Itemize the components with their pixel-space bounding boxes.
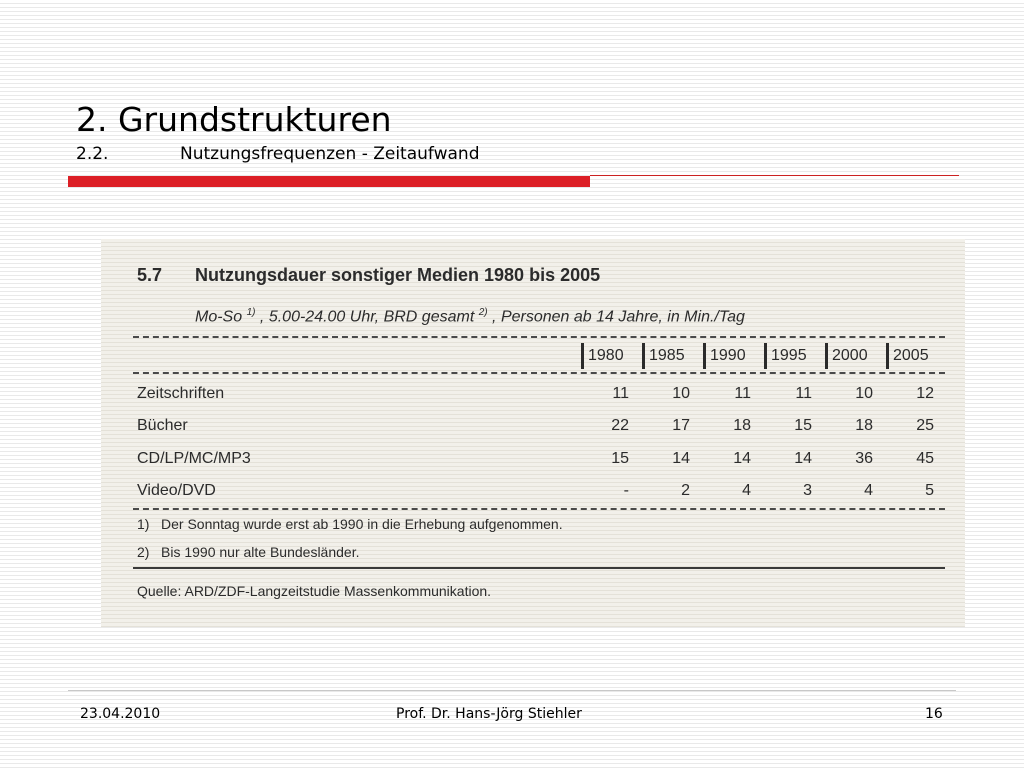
- table-source: Quelle: ARD/ZDF-Langzeitstudie Massenkommunikation.: [137, 583, 492, 599]
- table-cell: 14: [794, 450, 812, 467]
- slide-subtitle: [76, 143, 480, 165]
- row-label-video: Video/DVD: [137, 482, 216, 499]
- table-cell: 17: [672, 417, 690, 434]
- table-cell: -: [623, 482, 629, 499]
- title-divider-line: [590, 175, 959, 176]
- footnote-2: 2) Bis 1990 nur alte Bundesländer.: [137, 544, 360, 560]
- table-cell: 18: [733, 417, 751, 434]
- source-rule: [133, 567, 945, 569]
- table-cell: 11: [734, 385, 751, 402]
- table-cell: 15: [794, 417, 812, 434]
- table-cell: 22: [611, 417, 629, 434]
- table-cell: 25: [916, 417, 934, 434]
- title-accent-bar: [68, 176, 590, 187]
- table-cell: 45: [916, 450, 934, 467]
- table-cell: 12: [916, 385, 934, 402]
- footnote-ref-2: 2): [478, 307, 488, 318]
- table-cell: 5: [925, 482, 934, 499]
- subtitle-text: Nutzungsfrequenzen - Zeitaufwand: [180, 144, 480, 164]
- table-cell: 4: [864, 482, 873, 499]
- header-top-rule: [133, 336, 945, 338]
- scanned-table-image: [101, 239, 965, 627]
- table-subtitle: Mo-So $^{1)}$ , 5.00-24.00 Uhr, BRD gesamt $^{2)}$ , Personen ab 14 Jahre, in Min./Tag: [195, 307, 745, 326]
- table-cell: 18: [855, 417, 873, 434]
- table-cell: 14: [672, 450, 690, 467]
- footnote-1: 1) Der Sonntag wurde erst ab 1990 in die Erhebung aufgenommen.: [137, 516, 563, 532]
- table-cell: 14: [733, 450, 751, 467]
- table-bottom-rule: [133, 508, 945, 510]
- year-header: 1980: [581, 343, 639, 369]
- table-title: Nutzungsdauer sonstiger Medien 1980 bis 2005: [195, 265, 601, 285]
- footer-divider: [68, 690, 956, 691]
- table-cell: 4: [742, 482, 751, 499]
- row-label-buecher: Bücher: [137, 417, 188, 434]
- table-number: 5.7: [137, 265, 163, 285]
- table-cell: 36: [855, 450, 873, 467]
- year-header: 2000: [825, 343, 883, 369]
- year-header: 1990: [703, 343, 761, 369]
- year-header: 1995: [764, 343, 822, 369]
- table-cell: 3: [803, 482, 812, 499]
- table-cell: 10: [672, 385, 690, 402]
- header-bottom-rule: [133, 372, 945, 374]
- subtitle-number: 2.2.: [76, 144, 109, 164]
- table-cell: 2: [681, 482, 690, 499]
- table-cell: 10: [855, 385, 873, 402]
- footer-date: 23.04.2010: [80, 706, 161, 722]
- slide-title: 2. Grundstrukturen: [76, 100, 392, 139]
- page-number: 16: [925, 706, 943, 722]
- table-cell: 11: [612, 385, 629, 402]
- table-cell: 15: [611, 450, 629, 467]
- table-cell: 11: [795, 385, 812, 402]
- year-header: 1985: [642, 343, 700, 369]
- footnote-ref-1: 1): [246, 307, 256, 318]
- row-label-zeitschriften: Zeitschriften: [137, 385, 225, 402]
- year-header: 2005: [886, 343, 944, 369]
- footer-author: Prof. Dr. Hans-Jörg Stiehler: [396, 706, 582, 722]
- row-label-cd: CD/LP/MC/MP3: [137, 450, 251, 467]
